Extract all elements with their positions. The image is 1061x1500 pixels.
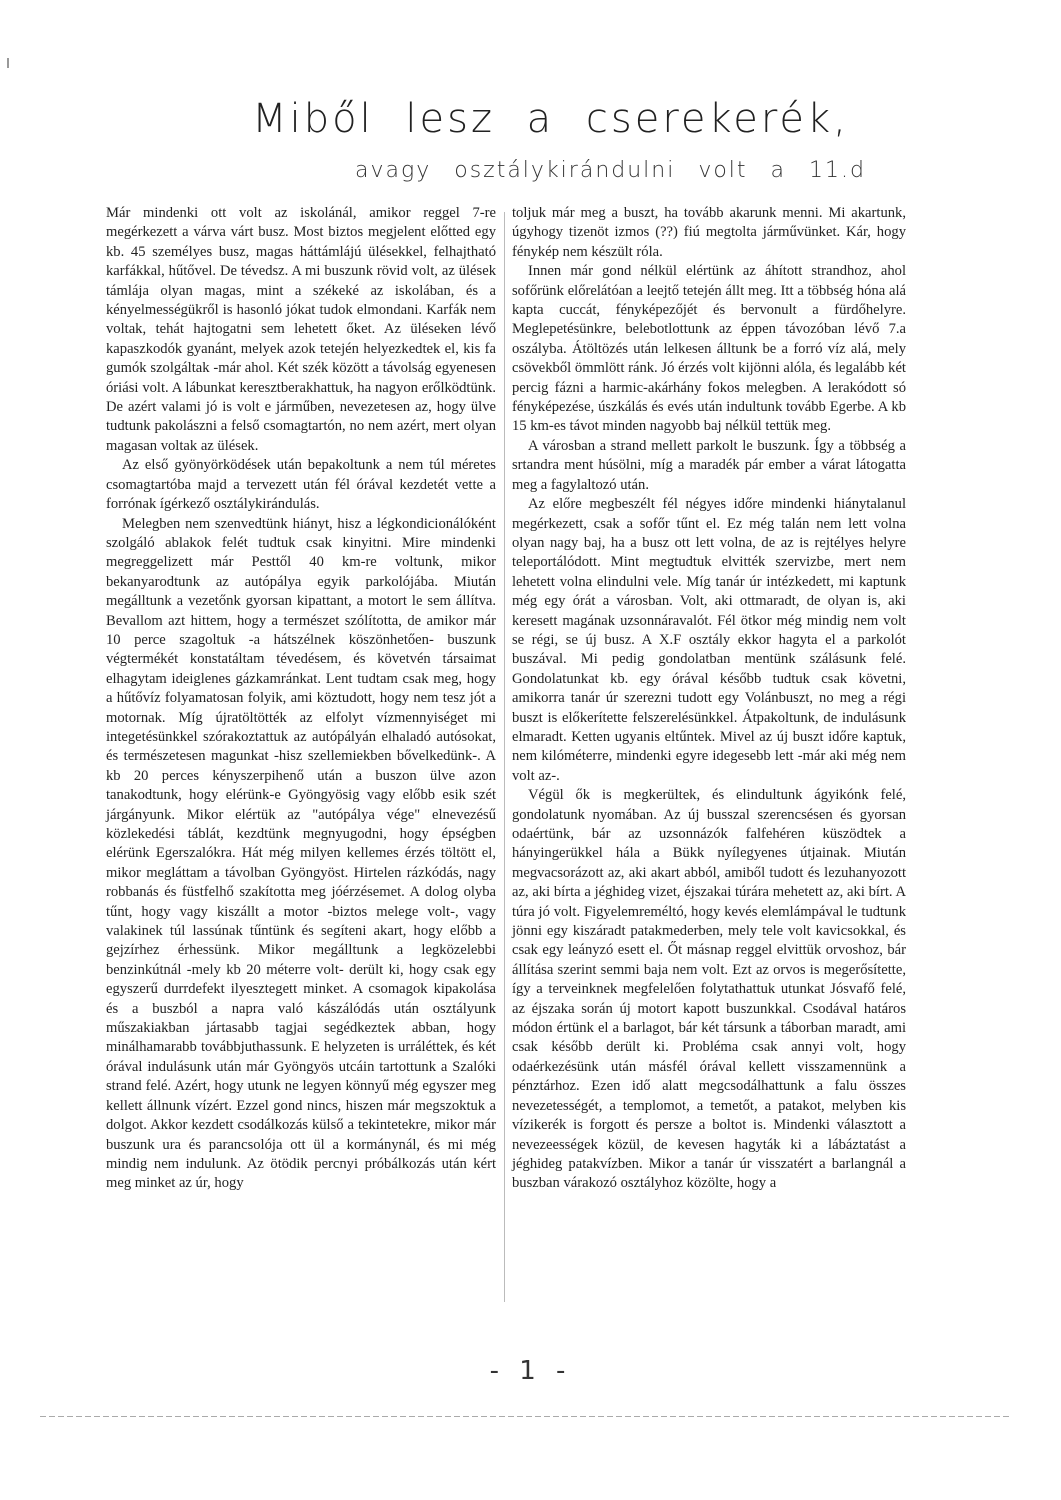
paragraph: Innen már gond nélkül elértünk az áhított strandhoz, ahol sofőrünk előrelátóan a leejtő tetején állt meg. Itt a többség hóna alá kapta cuccát, fényképezőjét és bervonult a fürdőhelyre. Meglepetésünkre, belebotlottunk az éppen távozóban lévő 7.a oszályba. Átöltözés után lelkesen álltunk be a forró víz alá, mely csövekből ömmlött ránk. Jó érzés volt kijönni alóla, és legalább két percig fázni a harmic-akárhány fokos melegben. A lerakódott só fényképezése, úszkálás és evés után indultunk tovább Egerbe. A kb 15 km-es távot minden nagyobb baj nélkül tettük meg. [512,263,906,435]
paragraph: Végül ők is megkerültek, és elindultunk ágyikónk felé, gondolatunk nyomában. Az új busszal szerencsésen és gyorsan odaértünk, bár az uzsonnázók falfehéren küszödtek a hányingerükkel hála a Bükk nyílegyenes útjainak. Miután megvacsorázott az, aki akart abból, amiből tudott és lezuhanyozott az, aki bírta a jéghideg vizet, éjszakai túrára mehetett az, aki bírt. A túra jó volt. Figyelemreméltó, hogy kevés elemlámpával le tudtunk jönni egy kiszáradt patakmederben, mely tele volt kavicsokkal, és csak egy leányzó esett el. Őt másnap reggel elvittük orvoshoz, bár állítása szerint semmi baja nem volt. Ezt az orvos is megerősítette, így a terveinknek megfelelően folytathattuk utunkat Jósvafő felé, az éjszaka során új motort kapott buszunkkal. Csodával határos módon értünk el a barlagot, bár két társunk a táborban maradt, ami csak később derült ki. Probléma csak annyi volt, hogy odaérkezésünk után másfél órával kellett visszamennünk a pénztárhoz. Ezen idő alatt megcsodálhattunk a falu összes nevezetességét, a templomot, a temetőt, a patakot, melyben kis vízikerék is forgott és persze a boltot is. Mindenki választott a nevezeességek közül, de kevesen hagyták ki a lábáztatást a jéghideg patakvízben. Mikor a tanár úr visszatért a barlangnál a buszban várakozó osztályhoz közölte, hogy a [512,787,906,1192]
column-divider [504,212,505,1302]
paragraph: Az előre megbeszélt fél négyes időre mindenki hiánytalanul megérkezett, csak a sofőr tűnt el. Ez még talán nem lett volna olyan nagy baj, ha a busz ott lett volna, de az is rejtélyes helyre teleportálódott. Mint megtudtuk elvitték szervizbe, mert nem lehetett volna elindulni vele. Míg tanár úr intézkedett, mi kaptunk még egy órát a városban. Volt, aki ottmaradt, de olyan is, aki keresett magának uzsonnáravalót. Fél ötkor még mindig nem volt se régi, se új busz. A X.F osztály ekkor hagyta el a parkolót buszával. Mi pedig gondolatban mentünk szálásunk felé. Gondolatunkat kb. egy órával később tudtuk csak követni, amikorra tanár úr szerezni tudott egy Volánbuszt, no meg a régi buszt is előkerítette felszerelésünkkel. Átpakoltunk, de indulásunk elmaradt. Ketten ugyanis eltűntek. Mivel az új buszt időre kaptuk, nem kilóméterre, mindenki egyre idegesebb lett -már aki még nem volt az-. [512,496,906,784]
bottom-rule [40,1416,1010,1417]
paragraph: Melegben nem szenvedtünk hiányt, hisz a légkondicionálóként szolgáló ablakok felét tudtuk csak kinyitni. Mire mindenki megreggelizett már Pesttől 40 km-re voltunk, mikor bekanyarodtunk az autópálya egyik parkolójába. Miután megálltunk a vezetőnk gyorsan kipattant, a motort le sem állítva. Bevallom azt hittem, hogy a természet szólította, de amikor már 10 perce szagoltuk -a hátszélnek köszönhetően- buszunk végtermékét konstatáltam tévedésem, és követvén társaimat elhagytam ideiglenes gázkamránkat. Lent tudtam csak meg, hogy a hűtővíz folyamatosan folyik, ami köztudott, hogy nem tesz jót a motornak. Míg újratöltötték az elfolyt vízmennyiséget mi integetésünkkel szórakoztattuk az autópályán elhaladó autósokat, és természetesen magunkat -hisz szellemiekben bővelkedünk-. A kb 20 perces kényszerpihenő után a buszon ülve azon tanakodtunk, hogy elérünk-e Gyöngyösig vagy előbb esik szét járgányunk. Mikor elértük az "autópálya vége" elnevezésű közlekedési táblát, kezdtünk megnyugodni, hogy épségben elérünk Egerszalókra. Hát még milyen kellemes érzés töltött el, mikor megláttam a távolban Gyöngyöst. Hirtelen rázkódás, nagy robbanás és füstfelhő szakította meg jóérzésemet. A dolog olyba tűnt, hogy vagy kiszállt a motor -biztos melege volt-, vagy valakinek túl lassúnak tűntünk és segíteni akart, hogy előbb a gejzírhez érhessünk. Mikor megálltunk a legközelebbi benzinkútnál -mely kb 20 méterre volt- derült ki, hogy csak egy egyszerű durrdefekt ilyesztegett minket. A csomagok kipakolása és a buszból a napra való kászálódás után osztályunk műszakiakban jártasabb tagjai segédkeztek abban, hogy minálhamarabb továbbjuthassunk. E helyzeten is urráléttek, és két órával indulásunk után már Gyöngyös utcáin tartottunk a Szalóki strand felé. Azért, hogy utunk ne legyen könnyű még egyszer meg kellett állnunk vízért. Ezzel gond nincs, hiszen már megszoktuk a dolgot. Akkor kezdett csodálkozás külső a tekintetekre, mikor már buszunk ura és parancsolója ott ül a kormánynál, és mi még mindig nem indulunk. Az ötödik percnyi próbálkozás után kért meg minket az úr, hogy [106,515,496,1192]
paragraph: Már mindenki ott volt az iskolánál, amikor reggel 7-re megérkezett a várva várt busz. Most biztos megjelent előtted egy kb. 45 személyes busz, magas háttámlájú ülésekkel, felhajtható karfákkal, hűtővel. De tévedsz. A mi buszunk rövid volt, az ülések támlája olyan magas, mint a székeké az iskolában, és a kényelmességükről is hasonló jókat tudok elmondani. Karfák nem voltak, tehát hajtogatni sem lehetett őket. Az üléseken lévő kapaszkodók gyanánt, melyek azok tetején helyezkedtek el, kis fa gumók szolgáltak -már ahol. Két szék között a távolság egyenesen óriási volt. A lábunkat keresztberakhattuk, ha nagyon erőlködtünk. De azért valami jó is volt e járműben, nevezetesen az, hogy ülve tudtunk pakolászni a felső csomagtartón, no nem azért, mert olyan magasan voltak az ülések. [106,205,496,454]
article-subtitle: avagy osztálykirándulni volt a 11.d [355,158,866,183]
right-column [512,204,906,1194]
paragraph: A városban a strand mellett parkolt le buszunk. Így a többség a srtandra ment húsölni, míg a maradék pár ember a várat látogatta meg a fagylaltozó után. [512,437,906,493]
article-title: Miből lesz a cserekerék, [252,96,849,142]
left-column [106,204,496,1194]
paragraph: toljuk már meg a buszt, ha tovább akarunk menni. Mi akartunk, úgyhogy tizenöt izmos (??) fiú megtolta járművünket. Kár, hogy fénykép nem készült róla. [512,205,906,260]
paragraph: Az első gyönyörködések után bepakoltunk a nem túl méretes csomagtartóba majd a tervezett után fél órával kezdetét vette a forrónak ígérkező osztálykirándulás. [106,457,496,513]
page-number: - 1 - [489,1356,572,1386]
scan-edge-mark [7,58,9,68]
